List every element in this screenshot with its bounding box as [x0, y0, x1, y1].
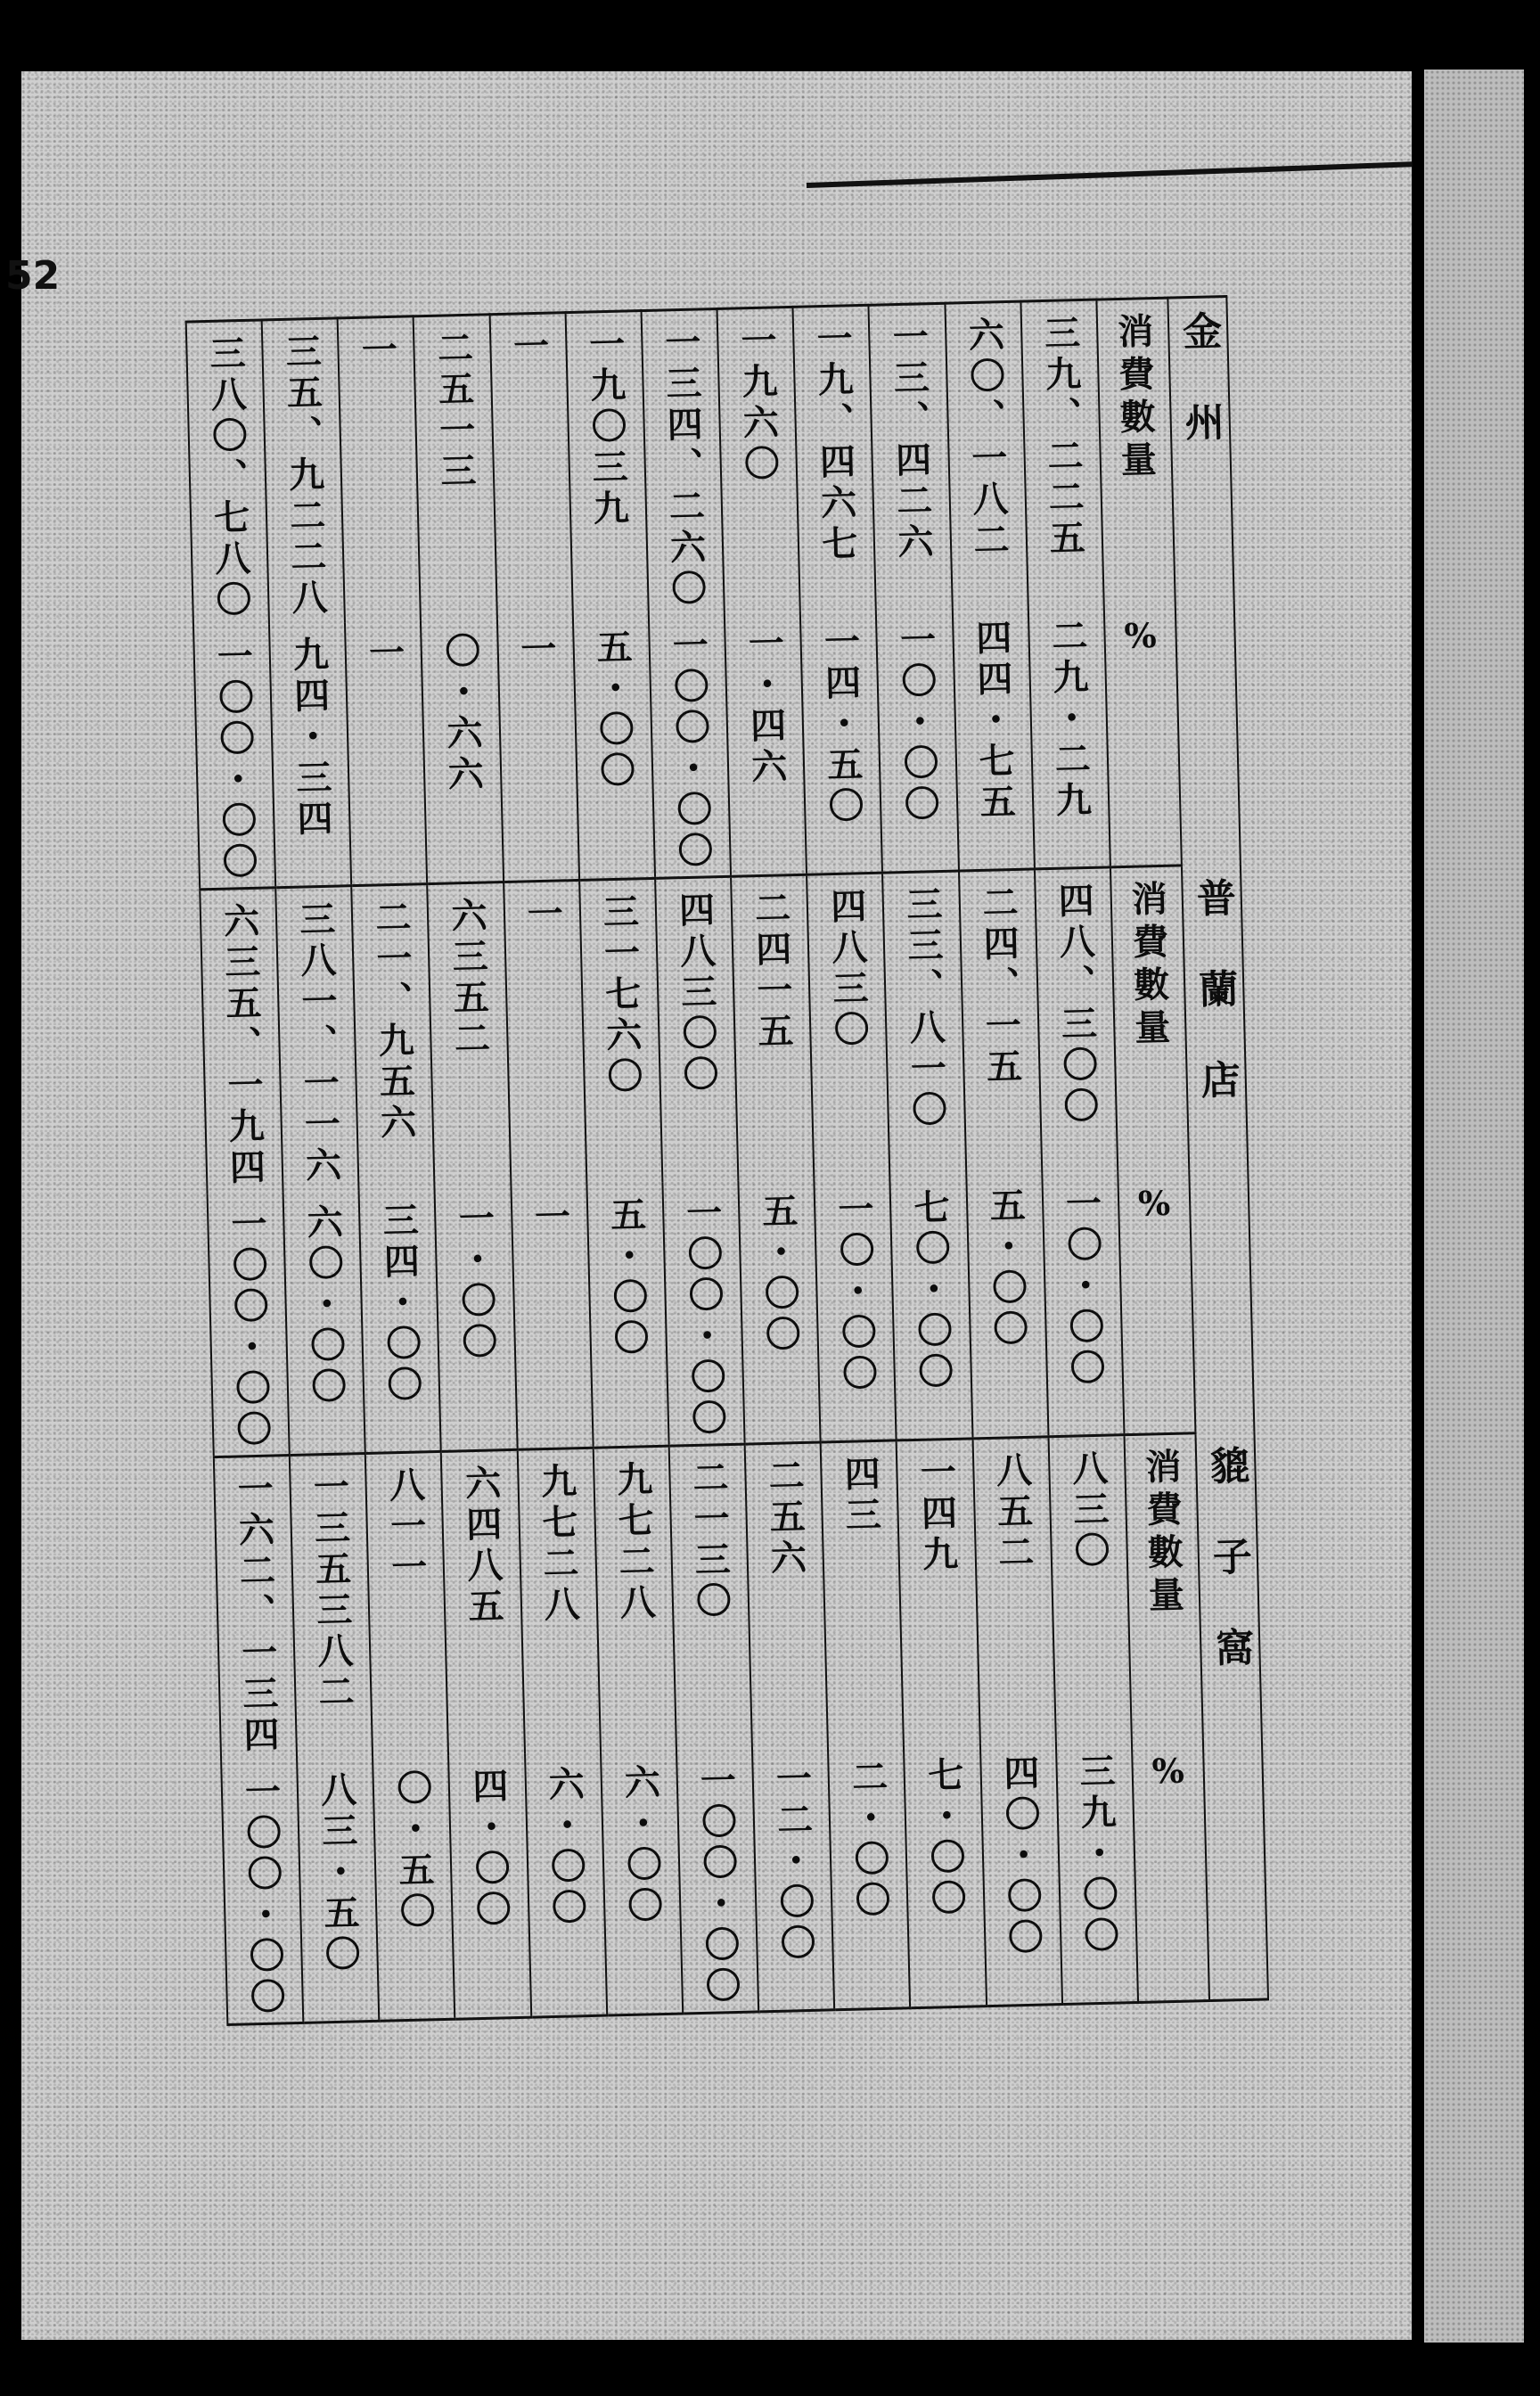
cell-value: 一六二、一三四 [231, 1469, 281, 1758]
cell-value: 一二・〇〇 [769, 1759, 817, 1965]
table-cell [525, 1752, 607, 2017]
table-cell [807, 873, 889, 1178]
table-cell [511, 1185, 593, 1449]
table-cell [1048, 1435, 1132, 1741]
cell-value: 一三、四二六 [886, 317, 935, 565]
cell-value: 二五一三 [431, 328, 478, 494]
table-cell [959, 869, 1042, 1175]
cell-value: 一 [528, 1197, 572, 1240]
cell-value: 一九、四六七 [810, 319, 859, 567]
cell-value: 三五、九二二八 [279, 332, 329, 620]
band-pizi-qty [214, 1432, 1262, 1761]
table-cell [869, 303, 952, 609]
table-cell [979, 1741, 1061, 2006]
cell-value: 六〇・〇〇 [300, 1202, 348, 1409]
table-cell [717, 307, 800, 612]
cell-value: 二九・二九 [1045, 616, 1094, 824]
table-cell [676, 1748, 758, 2013]
table-cell [793, 305, 876, 611]
table-cell [897, 1439, 979, 1744]
table-cell [441, 1449, 524, 1755]
cell-value: 五・〇〇 [756, 1192, 802, 1358]
cell-value: 八三〇 [1066, 1448, 1111, 1573]
header-label: 消費數量 [1111, 312, 1158, 485]
table-cell [373, 1756, 455, 2021]
cell-value: 四四・七五 [970, 619, 1017, 825]
cell-value: 一三四、二六〇 [659, 323, 709, 611]
table-cell [945, 301, 1028, 607]
table-cell [579, 878, 662, 1184]
table-cell [731, 874, 814, 1180]
cell-value: 九七二八 [535, 1462, 581, 1628]
table-cell [586, 1183, 668, 1448]
cell-value: 一・四六 [741, 624, 789, 790]
cell-value: 一〇〇・〇〇 [666, 626, 715, 874]
table-cell [972, 1437, 1055, 1743]
cell-value: 八三・五〇 [315, 1770, 362, 1977]
table-cell [262, 318, 345, 624]
table-cell [752, 1746, 834, 2011]
table-cell [876, 608, 958, 873]
table-cell [338, 316, 421, 622]
header-label: % [1137, 1182, 1171, 1224]
table-cell [1020, 300, 1104, 605]
cell-value: 六三五二 [445, 896, 492, 1062]
cell-value: 三八〇、七八〇 [203, 333, 253, 622]
table-cell [428, 882, 511, 1188]
cell-value: 一〇〇・〇〇 [239, 1772, 287, 2020]
table-cell [221, 1760, 303, 2024]
table-cell [283, 1190, 365, 1455]
table-cell [662, 1181, 744, 1446]
consumption-table [185, 295, 1269, 2026]
table-cell [351, 884, 434, 1190]
cell-value: 九四・三四 [287, 635, 334, 841]
book-spine [1413, 62, 1422, 2344]
cell-value: 三一七六〇 [596, 892, 644, 1099]
table-cell [966, 1173, 1048, 1438]
cell-value: 一〇・〇〇 [1059, 1184, 1107, 1391]
table-cell [186, 320, 269, 626]
cell-value: 六・〇〇 [542, 1765, 589, 1931]
cell-value: 一・〇〇 [452, 1199, 499, 1365]
table-cell [1035, 867, 1118, 1173]
cell-value: 二四、一五 [976, 882, 1024, 1089]
band-pulandian-pct [208, 1169, 1255, 1457]
table-cell [365, 1451, 448, 1757]
cell-value: 五・〇〇 [983, 1186, 1030, 1351]
cell-value: 四八三〇 [824, 887, 871, 1053]
table-cell [275, 886, 358, 1192]
cell-value: 一〇・〇〇 [831, 1189, 880, 1397]
cell-value: 二一、九五六 [369, 898, 418, 1145]
table-cell [297, 1758, 379, 2023]
table-cell [641, 308, 724, 614]
cell-value: 四・〇〇 [466, 1767, 512, 1932]
column-header-pct [1132, 1737, 1209, 2002]
table-cell [290, 1454, 373, 1760]
table-cell [904, 1743, 986, 2007]
column-header-pct [1104, 603, 1182, 867]
cell-value: 一 [520, 894, 564, 937]
cell-value: 一〇〇・〇〇 [225, 1204, 274, 1452]
table-cell [345, 620, 427, 885]
cell-value: 八一一 [383, 1465, 429, 1590]
cell-value: 一四・五〇 [817, 622, 865, 829]
cell-value: 一 [363, 633, 406, 676]
cell-value: 七・〇〇 [922, 1755, 968, 1921]
table-cell [421, 619, 503, 883]
facing-page-edge [1424, 70, 1524, 2343]
cell-value: 九七二八 [610, 1460, 657, 1626]
cell-value: 四八、三〇〇 [1052, 881, 1101, 1128]
cell-value: 三九、二二五 [1038, 314, 1086, 562]
table-cell [890, 1175, 972, 1440]
column-header-pct [1118, 1169, 1195, 1434]
cell-value: 一〇・〇〇 [894, 620, 941, 827]
table-cell [745, 1442, 828, 1748]
table-cell [649, 613, 731, 878]
cell-value: 六〇、一八二 [962, 316, 1011, 563]
cell-value: 一 [507, 326, 551, 369]
table-cell [269, 622, 351, 887]
shop-name: 貔子窩 [1202, 1444, 1256, 1719]
header-label: % [1151, 1750, 1185, 1792]
cell-value: 一〇〇・〇〇 [693, 1760, 742, 2009]
cell-value: 四三 [838, 1454, 883, 1539]
cell-value: 三八一、一一六 [293, 899, 343, 1188]
table-cell [593, 1446, 676, 1752]
cell-value: 五・〇〇 [590, 628, 637, 793]
cell-value: 一〇〇・〇〇 [680, 1194, 729, 1441]
column-header-qty [1124, 1433, 1202, 1739]
cell-value: 一 [355, 330, 398, 373]
table-cell [1028, 603, 1110, 868]
consumption-table-wrapper [185, 295, 1268, 2020]
band-pizi-pct [221, 1736, 1268, 2025]
cell-value: 〇・六六 [438, 631, 485, 797]
column-header-qty [1110, 866, 1189, 1171]
cell-value: 一三五三八二 [307, 1467, 356, 1715]
table-cell [655, 876, 738, 1182]
cell-value: 四〇・〇〇 [997, 1753, 1044, 1960]
cell-value: 一 [514, 629, 558, 672]
cell-value: 二四一五 [749, 889, 795, 1054]
table-cell [669, 1444, 752, 1750]
table-cell [214, 1456, 297, 1761]
table-cell [489, 313, 572, 619]
table-cell [517, 1448, 600, 1753]
table-cell [497, 617, 579, 882]
table-cell [359, 1188, 441, 1453]
table-cell [193, 624, 275, 889]
cell-value: 三三、八一〇 [900, 884, 949, 1133]
cell-value: 二五六 [762, 1456, 808, 1581]
column-header-qty [1096, 298, 1175, 603]
cell-value: 二・〇〇 [846, 1757, 892, 1923]
shop-name: 金州 [1175, 310, 1225, 494]
band-jinzhou-pct [193, 601, 1241, 890]
cell-value: 一九〇三九 [583, 324, 630, 531]
table-cell [815, 1177, 897, 1442]
table-cell [504, 880, 586, 1186]
table-cell [1042, 1171, 1124, 1436]
cell-value: 八五二 [990, 1450, 1036, 1575]
table-cell [738, 1179, 820, 1444]
cell-value: 三九・〇〇 [1073, 1752, 1121, 1958]
table-cell [449, 1754, 531, 2019]
table-cell [414, 315, 496, 620]
table-cell [208, 1192, 290, 1456]
table-cell [565, 311, 648, 617]
table-cell [601, 1751, 683, 2015]
cell-value: 五・〇〇 [604, 1195, 651, 1361]
cell-value: 六三五、一九四 [217, 901, 267, 1190]
cell-value: 一〇〇・〇〇 [210, 636, 259, 884]
cell-value: 四八三〇〇 [672, 890, 720, 1097]
cell-value: 六四八五 [459, 1464, 505, 1629]
table-cell [200, 888, 283, 1194]
cell-value: 六・〇〇 [618, 1763, 665, 1929]
band-pulandian-qty [200, 864, 1248, 1194]
table-cell [800, 610, 882, 874]
table-cell [1056, 1739, 1138, 2004]
cell-value: 一九六〇 [734, 321, 782, 487]
table-cell [952, 606, 1034, 871]
cell-value: 一四九 [913, 1452, 960, 1577]
cell-value: 七〇・〇〇 [907, 1187, 955, 1394]
cell-value: 〇・五〇 [390, 1768, 437, 1934]
cell-value: 二一三〇 [686, 1458, 733, 1624]
header-label: % [1123, 615, 1158, 656]
table-cell [725, 611, 807, 876]
shop-name: 普蘭店 [1189, 876, 1241, 1151]
header-label: 消費數量 [1125, 879, 1172, 1052]
table-cell [573, 615, 655, 880]
band-jinzhou-qty [186, 297, 1234, 627]
table-cell [435, 1186, 517, 1451]
cell-value: 三四・〇〇 [376, 1201, 424, 1407]
table-cell [828, 1744, 910, 2009]
header-label: 消費數量 [1139, 1447, 1186, 1620]
table-cell [821, 1440, 904, 1746]
page-number: 52 [5, 253, 61, 299]
table-cell [882, 871, 965, 1177]
